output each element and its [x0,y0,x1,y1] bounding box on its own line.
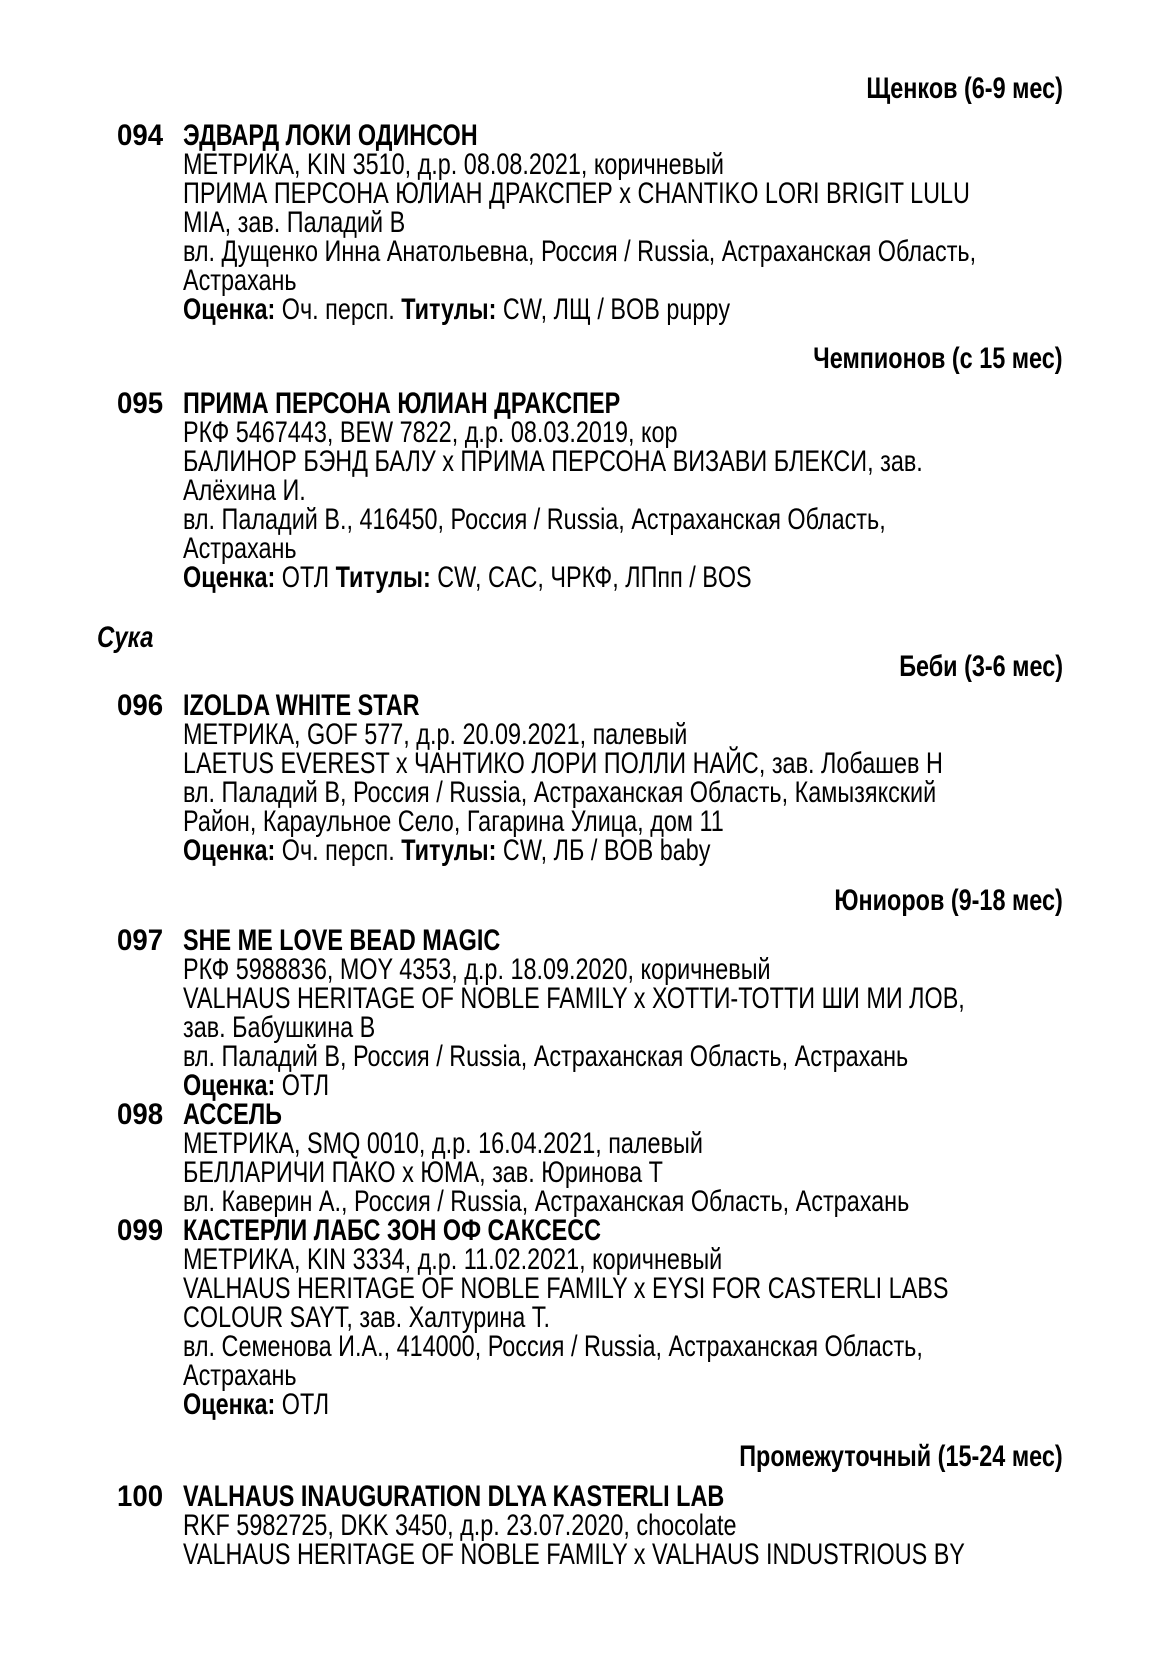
entry-detail-line: вл. Семенова И.А., 414000, Россия / Russia, Астраханская Область, [183,1330,923,1363]
entry-title-row [97,691,1063,720]
section-header-intermediate [97,1442,1063,1471]
entry-detail-line: RKF 5982725, DKK 3450, д.р. 23.07.2020, chocolate [183,1509,737,1542]
entry-detail-line: VALHAUS HERITAGE OF NOBLE FAMILY x VALHAUS INDUSTRIOUS BY [183,1538,965,1571]
entry-title-row [97,926,1063,955]
entry-detail-line: Район, Караульное Село, Гагарина Улица, дом 11 [183,805,724,838]
titles-label: Титулы: [401,293,497,326]
entry-number: 095 [117,387,164,420]
titles-value: CW, ЛБ / BOB baby [496,834,711,867]
dog-name: ЭДВАРД ЛОКИ ОДИНСОН [183,119,478,152]
score-value: ОТЛ [275,1388,330,1421]
entry-title-row [97,1100,1063,1129]
catalog-entry-094 [97,121,1063,324]
entry-detail-line: вл. Каверин А., Россия / Russia, Астраханская Область, Астрахань [183,1185,910,1218]
entry-detail-line: МЕТРИКА, GOF 577, д.р. 20.09.2021, палевый [183,718,688,751]
entry-detail-line: ПРИМА ПЕРСОНА ЮЛИАН ДРАКСПЕР x CHANTIKO LORI BRIGIT LULU [183,177,970,210]
section-header-label: Щенков (6-9 мес) [866,72,1063,105]
section-header-label: Чемпионов (с 15 мес) [813,342,1063,375]
entry-detail-line: РКФ 5988836, MOY 4353, д.р. 18.09.2020, коричневый [183,953,771,986]
gender-heading-female: Сука [97,621,154,654]
score-label: Оценка: [183,834,276,867]
score-label: Оценка: [183,1388,276,1421]
entry-number: 096 [117,689,164,722]
score-value: Оч. персп. [275,834,402,867]
entry-detail-line: МЕТРИКА, KIN 3510, д.р. 08.08.2021, коричневый [183,148,724,181]
entry-score-line [97,836,1063,865]
dog-name: VALHAUS INAUGURATION DLYA KASTERLI LAB [183,1480,725,1513]
score-label: Оценка: [183,293,276,326]
section-header-juniors [97,886,1063,915]
entry-detail-line: РКФ 5467443, BEW 7822, д.р. 08.03.2019, кор [183,416,678,449]
dog-name: АССЕЛЬ [183,1098,282,1131]
titles-label: Титулы: [401,834,497,867]
entry-detail-line: COLOUR SAYT, зав. Халтурина Т. [183,1301,551,1334]
catalog-entry-098 [97,1100,1063,1216]
entry-score-line [97,563,1063,592]
titles-value: CW, ЛЩ / BOB puppy [496,293,731,326]
entry-detail-line: VALHAUS HERITAGE OF NOBLE FAMILY x ХОТТИ-ТОТТИ ШИ МИ ЛОВ, [183,982,965,1015]
score-value: ОТЛ [275,1069,330,1102]
score-label: Оценка: [183,1069,276,1102]
dog-name: ПРИМА ПЕРСОНА ЮЛИАН ДРАКСПЕР [183,387,621,420]
entry-title-row [97,1482,1063,1511]
entry-detail-line: МЕТРИКА, SMQ 0010, д.р. 16.04.2021, палевый [183,1127,703,1160]
entry-detail-line: VALHAUS HERITAGE OF NOBLE FAMILY x EYSI FOR CASTERLI LABS [183,1272,949,1305]
score-value: ОТЛ [275,561,336,594]
section-header-baby [97,652,1063,681]
entry-detail-line: Астрахань [183,264,297,297]
dog-name: IZOLDA WHITE STAR [183,689,420,722]
catalog-entry-095 [97,389,1063,592]
entry-title-row [97,1216,1063,1245]
entry-detail-line: Астрахань [183,1359,297,1392]
catalog-entry-100 [97,1482,1063,1569]
entry-detail-line: вл. Паладий В, Россия / Russia, Астраханская Область, Камызякский [183,776,937,809]
section-header-puppies [97,74,1063,103]
titles-label: Титулы: [335,561,431,594]
entry-detail-line: вл. Дущенко Инна Анатольевна, Россия / Russia, Астраханская Область, [183,235,977,268]
entry-number: 097 [117,924,164,957]
entry-number: 100 [117,1480,164,1513]
entry-score-line [97,295,1063,324]
entry-detail-line: зав. Бабушкина В [183,1011,376,1044]
entry-detail-line: Алёхина И. [183,474,306,507]
dog-name: КАСТЕРЛИ ЛАБС ЗОН ОФ САКСЕСС [183,1214,602,1247]
score-label: Оценка: [183,561,276,594]
section-header-champions [97,344,1063,373]
entry-number: 099 [117,1214,164,1247]
entry-score-line [97,1071,1063,1100]
entry-detail-line: МЕТРИКА, KIN 3334, д.р. 11.02.2021, коричневый [183,1243,723,1276]
entry-detail-line: вл. Паладий В., 416450, Россия / Russia, Астраханская Область, [183,503,886,536]
dog-name: SHE ME LOVE BEAD MAGIC [183,924,501,957]
section-header-label: Промежуточный (15-24 мес) [739,1440,1063,1473]
entry-detail-line: Астрахань [183,532,297,565]
entry-number: 094 [117,119,164,152]
entry-detail-line: БАЛИНОР БЭНД БАЛУ x ПРИМА ПЕРСОНА ВИЗАВИ БЛЕКСИ, зав. [183,445,923,478]
entry-detail-line: MIA, зав. Паладий В [183,206,406,239]
entry-detail-line: БЕЛЛАРИЧИ ПАКО x ЮМА, зав. Юринова Т [183,1156,663,1189]
catalog-entry-099 [97,1216,1063,1419]
section-header-label: Юниоров (9-18 мес) [834,884,1063,917]
catalog-entry-096 [97,691,1063,865]
section-header-label: Беби (3-6 мес) [899,650,1063,683]
entry-detail-line: LAETUS EVEREST x ЧАНТИКО ЛОРИ ПОЛЛИ НАЙС, зав. Лобашев Н [183,747,943,780]
score-value: Оч. персп. [275,293,402,326]
entry-score-line [97,1390,1063,1419]
entry-title-row [97,389,1063,418]
entry-detail-line: вл. Паладий В, Россия / Russia, Астраханская Область, Астрахань [183,1040,909,1073]
catalog-entry-097 [97,926,1063,1100]
entry-title-row [97,121,1063,150]
entry-number: 098 [117,1098,164,1131]
titles-value: CW, CAC, ЧРКФ, ЛПпп / BOS [430,561,752,594]
